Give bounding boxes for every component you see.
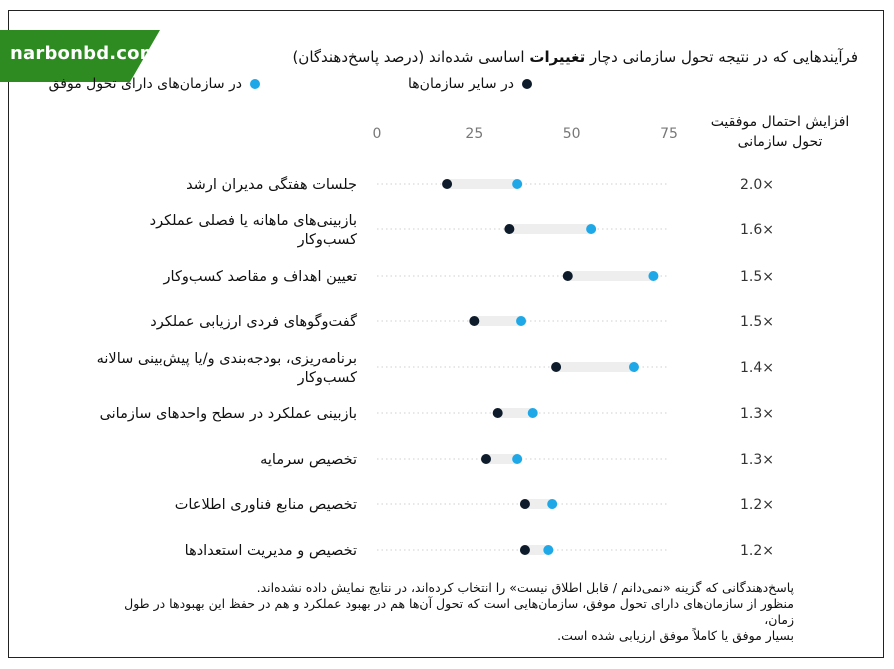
row-label: برنامه‌ریزی، بودجه‌بندی و/یا پیش‌بینی سالانه — [96, 351, 357, 367]
row-ratio: 1.6× — [740, 222, 774, 238]
range-bar — [509, 224, 591, 234]
row-ratio: 2.0× — [740, 177, 774, 193]
footnote-line-3: بسیار موفق یا کاملاً موفق ارزیابی شده است. — [557, 628, 794, 643]
row-ratio: 1.4× — [740, 360, 774, 376]
footnote — [94, 580, 794, 644]
dot-other — [520, 545, 530, 555]
x-tick-label: 25 — [465, 126, 484, 142]
row-label: تخصیص منابع فناوری اطلاعات — [174, 497, 357, 513]
range-bar — [568, 271, 654, 281]
row-label: کسب‌وکار — [297, 370, 357, 386]
footnote-line-2: منظور از سازمان‌های دارای تحول موفق، سازمان‌هایی است که تحول آن‌ها هم در بهبود عملکرد و هم در حفظ این بهبودها در طول زمان، — [124, 596, 794, 627]
row-ratio: 1.3× — [740, 406, 774, 422]
dot-successful — [516, 316, 526, 326]
row-label: بازبینی عملکرد در سطح واحدهای سازمانی — [99, 406, 357, 422]
x-tick-label: 75 — [660, 126, 678, 142]
row-label: تخصیص و مدیریت استعدادها — [184, 543, 357, 559]
dot-other — [504, 224, 514, 234]
row-ratio: 1.2× — [740, 543, 774, 559]
dot-successful — [512, 454, 522, 464]
dot-successful — [586, 224, 596, 234]
chart-title: فرآیندهایی که در نتیجه تحول سازمانی دچار تغییرات اساسی شده‌اند (درصد پاسخ‌دهندگان) — [292, 48, 858, 66]
ratio-header-line-2: تحول سازمانی — [737, 134, 823, 150]
dot-other — [520, 499, 530, 509]
dot-other — [481, 454, 491, 464]
dot-other — [551, 362, 561, 372]
dot-successful — [543, 545, 553, 555]
legend-successful-label: در سازمان‌های دارای تحول موفق — [48, 76, 242, 92]
dot-successful — [547, 499, 557, 509]
x-tick-label: 50 — [562, 126, 581, 142]
row-label: جلسات هفتگی مدیران ارشد — [186, 177, 357, 193]
x-tick-label: 0 — [372, 126, 382, 142]
row-label: تخصیص سرمایه — [260, 452, 357, 468]
range-bar — [474, 316, 521, 326]
row-label: کسب‌وکار — [297, 232, 357, 248]
dot-successful — [528, 408, 538, 418]
dot-successful — [648, 271, 658, 281]
row-ratio: 1.5× — [740, 269, 774, 285]
row-label: تعیین اهداف و مقاصد کسب‌وکار — [163, 269, 357, 285]
ratio-header-line-1: افزایش احتمال موفقیت — [710, 114, 850, 130]
range-bar — [556, 362, 634, 372]
footnote-line-1: پاسخ‌دهندگانی که گزینه «نمی‌دانم / قابل اطلاق نیست» را انتخاب کرده‌اند، در نتایج نمایش داده نشده‌اند. — [256, 580, 794, 595]
range-bar — [447, 179, 517, 189]
row-ratio: 1.2× — [740, 497, 774, 513]
watermark-text: narbonbd.com — [10, 43, 159, 64]
row-label: گفت‌وگوهای فردی ارزیابی عملکرد — [150, 314, 357, 330]
range-bar — [498, 408, 533, 418]
dot-other — [442, 179, 452, 189]
dot-other — [469, 316, 479, 326]
dot-successful — [629, 362, 639, 372]
row-ratio: 1.5× — [740, 314, 774, 330]
legend-other-label: در سایر سازمان‌ها — [408, 76, 514, 92]
dot-other — [493, 408, 503, 418]
row-ratio: 1.3× — [740, 452, 774, 468]
dot-successful — [512, 179, 522, 189]
row-label: بازبینی‌های ماهانه یا فصلی عملکرد — [149, 213, 357, 229]
dot-other — [563, 271, 573, 281]
